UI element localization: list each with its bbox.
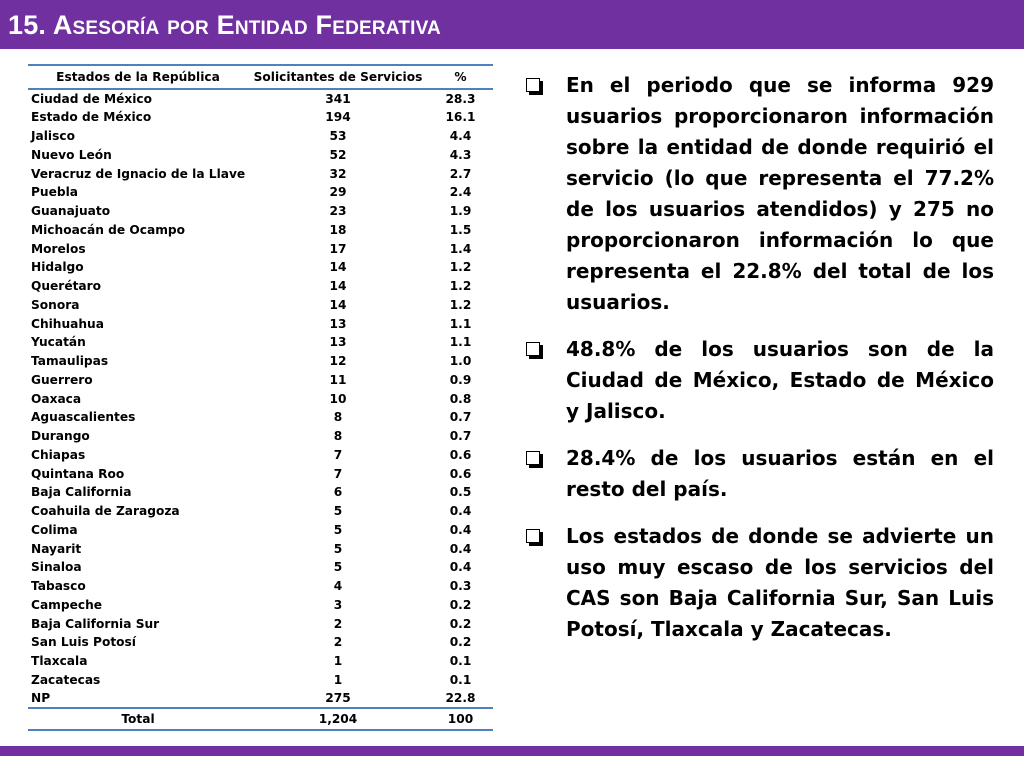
percent-cell: 0.7 [449, 429, 472, 444]
count-cell: 194 [325, 110, 351, 125]
table-row [28, 464, 493, 483]
bullet-item [524, 334, 994, 427]
count-cell: 11 [329, 372, 347, 387]
table-row [28, 239, 493, 258]
count-cell: 5 [333, 522, 343, 537]
state-cell: Durango [31, 429, 90, 444]
percent-cell: 16.1 [445, 110, 476, 125]
state-cell: Guerrero [31, 372, 93, 387]
count-cell: 6 [333, 485, 343, 500]
state-cell: Guanajuato [31, 204, 111, 219]
table-row [28, 614, 493, 633]
state-cell: Tabasco [31, 579, 86, 594]
table-header-row [28, 65, 493, 89]
state-cell: Querétaro [31, 279, 102, 294]
table-header [28, 65, 493, 89]
table-row [28, 671, 493, 690]
state-cell: Hidalgo [31, 260, 84, 275]
state-cell: Baja California [31, 485, 132, 500]
state-cell: Veracruz de Ignacio de la Llave [31, 166, 246, 181]
percent-cell: 1.2 [449, 260, 472, 275]
summary-bullets [524, 70, 994, 661]
count-cell: 12 [329, 354, 347, 369]
state-cell: Nuevo León [31, 147, 112, 162]
table-row [28, 146, 493, 165]
checkbox-bullet-icon [526, 529, 540, 543]
states-table-container [28, 64, 493, 731]
count-cell: 8 [333, 410, 343, 425]
total-percent: 100 [428, 708, 493, 730]
bullet-text: 28.4% de los usuarios están en el resto del país. [566, 446, 994, 501]
count-cell: 14 [329, 297, 347, 312]
count-cell: 32 [329, 166, 347, 181]
table-row [28, 127, 493, 146]
total-label: Total [28, 708, 248, 730]
state-cell: Michoacán de Ocampo [31, 222, 186, 237]
count-cell: 2 [333, 635, 343, 650]
table-row [28, 633, 493, 652]
count-cell: 52 [329, 147, 347, 162]
table-row [28, 558, 493, 577]
table-row [28, 539, 493, 558]
bullet-text: 48.8% de los usuarios son de la Ciudad de México, Estado de México y Jalisco. [566, 337, 994, 423]
table-row [28, 521, 493, 540]
state-cell: Colima [31, 522, 78, 537]
percent-cell: 1.2 [449, 297, 472, 312]
percent-cell: 28.3 [445, 92, 476, 106]
percent-cell: 1.2 [449, 279, 472, 294]
state-cell: Estado de México [31, 110, 152, 125]
percent-cell: 0.3 [449, 579, 472, 594]
table-row [28, 314, 493, 333]
bullet-text: Los estados de donde se advierte un uso muy escaso de los servicios del CAS son Baja California Sur, San Luis Potosí, Tlaxcala y Zacatecas. [566, 524, 994, 641]
state-cell: Oaxaca [31, 391, 82, 406]
state-cell: Ciudad de México [31, 92, 152, 106]
count-cell: 8 [333, 429, 343, 444]
percent-cell: 0.2 [449, 597, 472, 612]
percent-cell: 1.0 [449, 354, 472, 369]
percent-cell: 0.1 [449, 654, 472, 669]
count-cell: 275 [325, 691, 351, 706]
count-cell: 1 [333, 654, 343, 669]
count-cell: 23 [329, 204, 347, 219]
percent-cell: 0.4 [449, 504, 472, 519]
table-row [28, 183, 493, 202]
percent-cell: 2.7 [449, 166, 472, 181]
state-cell: Yucatán [31, 335, 86, 350]
count-cell: 13 [329, 335, 347, 350]
table-row [28, 408, 493, 427]
total-count: 1,204 [248, 708, 428, 730]
bullet-item [524, 70, 994, 318]
state-cell: Quintana Roo [31, 466, 125, 481]
state-cell: San Luis Potosí [31, 635, 136, 650]
bullet-item [524, 443, 994, 505]
table-row [28, 108, 493, 127]
count-cell: 13 [329, 316, 347, 331]
table-row [28, 652, 493, 671]
count-cell: 5 [333, 560, 343, 575]
count-cell: 341 [325, 92, 351, 106]
count-cell: 5 [333, 504, 343, 519]
state-cell: Zacatecas [31, 672, 101, 687]
state-cell: Nayarit [31, 541, 82, 556]
state-cell: NP [31, 691, 51, 706]
bottom-bar [0, 746, 1024, 756]
count-cell: 29 [329, 185, 347, 200]
percent-cell: 0.1 [449, 672, 472, 687]
state-cell: Campeche [31, 597, 103, 612]
percent-cell: 1.1 [449, 335, 472, 350]
percent-cell: 0.2 [449, 635, 472, 650]
table-row [28, 596, 493, 615]
count-cell: 53 [329, 129, 347, 144]
table-row [28, 427, 493, 446]
table-row [28, 221, 493, 240]
percent-cell: 4.3 [449, 147, 472, 162]
table-row [28, 446, 493, 465]
count-cell: 17 [329, 241, 347, 256]
state-cell: Morelos [31, 241, 86, 256]
percent-cell: 2.4 [449, 185, 472, 200]
table-row [28, 296, 493, 315]
state-cell: Puebla [31, 185, 79, 200]
state-cell: Jalisco [31, 129, 75, 144]
state-cell: Sonora [31, 297, 80, 312]
percent-cell: 0.9 [449, 372, 472, 387]
count-cell: 1 [333, 672, 343, 687]
state-cell: Baja California Sur [31, 616, 160, 631]
count-cell: 14 [329, 279, 347, 294]
state-cell: Coahuila de Zaragoza [31, 504, 180, 519]
percent-cell: 1.5 [449, 222, 472, 237]
percent-cell: 0.4 [449, 560, 472, 575]
column-header-percent: % [428, 65, 493, 89]
checkbox-bullet-icon [526, 78, 540, 92]
percent-cell: 4.4 [449, 129, 472, 144]
column-header-count: Solicitantes de Servicios [248, 65, 428, 89]
count-cell: 3 [333, 597, 343, 612]
table-body [28, 89, 493, 708]
percent-cell: 1.1 [449, 316, 472, 331]
table-row [28, 89, 493, 108]
count-cell: 10 [329, 391, 347, 406]
count-cell: 14 [329, 260, 347, 275]
table-row [28, 389, 493, 408]
percent-cell: 0.5 [449, 485, 472, 500]
checkbox-bullet-icon [526, 342, 540, 356]
column-header-state: Estados de la República [28, 65, 248, 89]
count-cell: 18 [329, 222, 347, 237]
state-cell: Chiapas [31, 447, 86, 462]
state-cell: Tlaxcala [31, 654, 88, 669]
percent-cell: 0.4 [449, 541, 472, 556]
table-row [28, 371, 493, 390]
count-cell: 2 [333, 616, 343, 631]
table-row [28, 577, 493, 596]
checkbox-bullet-icon [526, 451, 540, 465]
table-footer [28, 708, 493, 730]
state-cell: Sinaloa [31, 560, 82, 575]
page-title: 15. Asesoría por Entidad Federativa [8, 10, 441, 40]
bullet-text: En el periodo que se informa 929 usuarios proporcionaron información sobre la entidad de donde requirió el servicio (lo que representa el 77.2% de los usuarios atendidos) y 275 no proporcionaron información lo que representa el 22.8% del total de los usuarios. [566, 73, 994, 314]
table-row [28, 258, 493, 277]
count-cell: 7 [333, 447, 343, 462]
percent-cell: 0.6 [449, 447, 472, 462]
percent-cell: 0.4 [449, 522, 472, 537]
percent-cell: 0.2 [449, 616, 472, 631]
table-row [28, 502, 493, 521]
total-row [28, 708, 493, 730]
title-bar [0, 0, 1024, 49]
table-row [28, 483, 493, 502]
percent-cell: 0.8 [449, 391, 472, 406]
percent-cell: 1.9 [449, 204, 472, 219]
count-cell: 7 [333, 466, 343, 481]
bullet-item [524, 521, 994, 645]
states-table [28, 64, 493, 731]
table-row [28, 689, 493, 708]
table-row [28, 352, 493, 371]
percent-cell: 22.8 [445, 691, 476, 706]
percent-cell: 0.6 [449, 466, 472, 481]
table-row [28, 333, 493, 352]
count-cell: 5 [333, 541, 343, 556]
table-row [28, 277, 493, 296]
percent-cell: 1.4 [449, 241, 472, 256]
table-row [28, 202, 493, 221]
table-row [28, 164, 493, 183]
percent-cell: 0.7 [449, 410, 472, 425]
state-cell: Tamaulipas [31, 354, 109, 369]
state-cell: Chihuahua [31, 316, 104, 331]
count-cell: 4 [333, 579, 343, 594]
state-cell: Aguascalientes [31, 410, 136, 425]
